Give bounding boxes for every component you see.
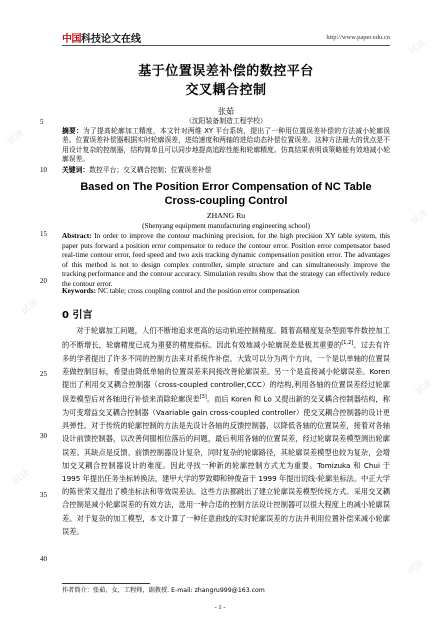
title-en-line1: Based on The Position Error Compensation of NC Table — [80, 181, 372, 193]
watermark: 试读 — [407, 38, 429, 57]
abstract-en-text: In order to improve the contour machining precision, for the high precision XY table system, this paper puts forward a position error compensator to reduce the contour error. Position error compensator based real-time contour error, feed speed and two axis tracking dynamic compensation position error. The advantages of this method is not to design complex controller, simple structure and can simultaneously improve the tracking performance and the contour accuracy. Simulation results show that the strategy can effectively reduce the contour error. — [62, 231, 390, 288]
intro-paragraph — [62, 324, 390, 538]
watermark: 试读 — [413, 378, 435, 397]
logo-black-text: 科技论文在线 — [81, 33, 141, 45]
author-cn: 张茹 — [218, 107, 234, 116]
abstract-cn — [62, 127, 390, 165]
line-number: 30 — [40, 432, 47, 440]
title-cn-line1: 基于位置误差补偿的数控平台 — [138, 64, 314, 79]
author-footnote: 作者简介：张茹，女，工程师，副教授. E-mail: zhangru999@163.com — [62, 587, 265, 594]
affiliation-en: (Shenyang equipment manufacturing engineering school) — [142, 221, 310, 230]
keywords-cn-label: 关键词： — [62, 166, 90, 174]
site-url[interactable]: http://www.paper.edu.cn — [326, 34, 390, 41]
abstract-en-label: Abstract: — [62, 231, 92, 240]
line-number: 10 — [40, 166, 47, 174]
keywords-en-label: Keywords: — [62, 286, 97, 295]
watermark: 试读 — [5, 128, 27, 147]
keywords-cn — [62, 166, 390, 175]
title-en-line2: Cross-coupling Control — [164, 195, 288, 207]
line-number: 20 — [40, 277, 47, 285]
line-number: 25 — [40, 370, 47, 378]
title-cn-line2: 交叉耦合控制 — [185, 83, 267, 98]
citation-2[interactable]: [3] — [199, 394, 207, 401]
watermark: 试读 — [409, 208, 431, 227]
citation-1[interactable]: [1,2] — [341, 340, 354, 347]
site-logo[interactable] — [62, 30, 141, 44]
page-number: - 1 - — [214, 604, 226, 611]
keywords-en-text: NC table; cross coupling control and the position error compensation — [97, 286, 300, 295]
watermark: 试读 — [19, 298, 41, 317]
author-en: ZHANG Ru — [206, 211, 246, 220]
intro-text-b: 。过去有许多的学者提出了许多不同的控制方法来对系统作补偿，大致可以分为两个方向，一个是以单轴的位置误差做控制目标，希望由降低单轴的位置误差来间接改善轮廓误差。另一个是直接减小轮廓误差。Koren 提出了利用交叉耦合控制器（cross-coupled controller,CCC）的结构,利用各轴的位置误差经过轮廓误差模型后对各轴进行补偿来消除轮廓误差 — [62, 340, 390, 404]
line-number: 35 — [40, 491, 47, 499]
keywords-en — [62, 286, 390, 296]
section-heading: 0 引言 — [62, 310, 93, 321]
keywords-cn-text: 数控平台；交叉耦合控制；位置误差补偿 — [89, 166, 212, 174]
line-number: 40 — [40, 555, 47, 563]
intro-text-a: 对于轮廓加工问题，人们不断地追求更高的运动轨迹控制精度。随着高精度复杂型面零件数控加工的不断增长，轮廓精度已成为重要的精度指标。因此有效地减小轮廓误差是极其重要的 — [62, 326, 390, 350]
header-rule — [62, 45, 390, 46]
abstract-cn-label: 摘要： — [62, 127, 83, 135]
abstract-cn-text: 为了提高轮廓加工精度，本文针对两维 XY 平台系统，提出了一种用位置误差补偿的方法减小轮廓误差。位置误差补偿器根据实时轮廓误差，进给速度和两轴的进给动态补偿位置误差。这种方法最大的优点是不用设计复杂的控制器，结构简单且可以同步地提高追踪性能和轮廓精度。仿真结果表明该策略能有效地减小轮廓误差。 — [62, 127, 390, 164]
watermark: 试读 — [405, 558, 427, 577]
intro-text-c: 。而后 Koren 和 Lo 又提出新的交叉耦合控制器结构，称为可变增益交叉耦合控制器（Vaariable gain cross-coupled controller）使交叉耦合控制器的设计更具弹性。对于传统的轮廓控制的方法是先设计各轴的反馈控制器，以降低各轴的位置误差，接着对各轴设计前馈控制器，以改善伺服相位落后的问题，最后利用各轴的位置误差，经过轮廓误差模型测出轮廓误差。其缺点是反馈、前馈控制器设计复杂，同时复杂的轮廓路径，其轮廓误差模型也较为复杂，会增加交叉耦合控制器设计的难度。因此寻找一种新的轮廓控制方式尤为重要。Tomizuka 和 Chui 于 1995 年提出任务坐标转换法，建甲大学的罗致卿和钟俊奋于 1999 年提出切线-轮廓坐标法。中正大学的陈世荣又提出了模坐标法和等效误差法。这些方法都跳出了建立轮廓误差模型传统方式。采用交叉耦合控制是减小轮廓误差的有效方法，选用一种合适的控制方法设计控制器可以很大程度上的减小轮廓误差。对于复杂的加工模型，本文计算了一种任意曲线的实时轮廓误差的方法并利用位置补偿来减小轮廓误差。 — [62, 394, 390, 536]
watermark: 试读 — [11, 468, 33, 487]
abstract-en — [62, 231, 390, 288]
line-number: 15 — [40, 230, 47, 238]
affiliation-cn: （沈阳装备制造工程学校） — [185, 117, 267, 125]
page-header — [62, 30, 390, 44]
logo-red-text: 中国 — [62, 33, 81, 45]
line-number: 5 — [40, 118, 44, 126]
footnote-rule — [62, 583, 150, 584]
